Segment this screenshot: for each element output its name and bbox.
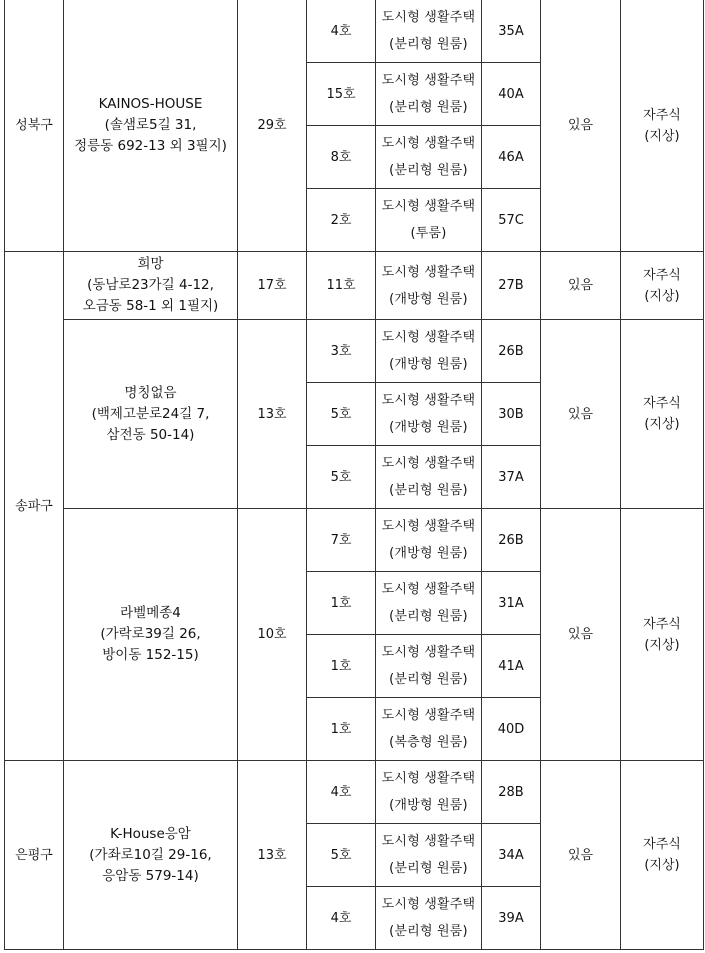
unit-count-cell: 4호 (307, 0, 376, 63)
housing-type-cell (376, 320, 482, 383)
complex-name: 희망 (137, 256, 164, 272)
complex-address-lot: 방이동 152-15) (102, 647, 199, 663)
housing-type-sub: (분리형 원룸) (389, 100, 468, 115)
housing-type-sub: (분리형 원룸) (389, 861, 468, 876)
unit-count-cell: 4호 (307, 887, 376, 950)
housing-type-sub: (개방형 원룸) (389, 291, 468, 307)
area-type-cell: 26B (482, 320, 541, 383)
housing-type-sub: (분리형 원룸) (389, 924, 468, 939)
table-row (5, 761, 704, 824)
complex-name-cell (64, 761, 238, 950)
unit-count-cell: 4호 (307, 761, 376, 824)
parking-method-cell (621, 0, 704, 252)
parking-method: 자주식 (643, 396, 681, 411)
area-type-cell: 31A (482, 572, 541, 635)
unit-count-cell: 2호 (307, 189, 376, 252)
housing-type-sub: (개방형 원룸) (389, 798, 468, 813)
unit-count-cell: 1호 (307, 572, 376, 635)
complex-address-road: (솔샘로5길 31, (104, 117, 197, 133)
complex-address-road: (동남로23가길 4-12, (87, 277, 214, 293)
housing-type-cell (376, 887, 482, 950)
area-type-cell: 41A (482, 635, 541, 698)
complex-name: KAINOS-HOUSE (98, 96, 203, 112)
complex-address-lot: 응암동 579-14) (102, 867, 199, 884)
parking-cell: 있음 (541, 0, 621, 252)
housing-type-cell (376, 698, 482, 761)
district-cell: 성북구 (5, 0, 64, 252)
parking-cell: 있음 (541, 320, 621, 509)
area-type-cell: 35A (482, 0, 541, 63)
unit-count-cell: 3호 (307, 320, 376, 383)
parking-location: (지상) (644, 128, 680, 144)
complex-name-cell (64, 509, 238, 761)
total-units-cell: 10호 (238, 509, 307, 761)
total-units-cell: 17호 (238, 252, 307, 320)
housing-type-sub: (분리형 원룸) (389, 672, 468, 687)
housing-type-sub: (투룸) (410, 226, 447, 241)
area-type-cell: 46A (482, 126, 541, 189)
area-type-cell: 26B (482, 509, 541, 572)
housing-type-sub: (분리형 원룸) (389, 609, 468, 624)
housing-type-main: 도시형 생활주택 (381, 645, 476, 660)
unit-count-cell: 15호 (307, 63, 376, 126)
housing-type-cell (376, 0, 482, 63)
total-units-cell: 13호 (238, 320, 307, 509)
parking-location: (지상) (644, 858, 680, 873)
unit-count-cell: 1호 (307, 635, 376, 698)
area-type-cell: 30B (482, 383, 541, 446)
area-type-cell: 39A (482, 887, 541, 950)
area-type-cell: 34A (482, 824, 541, 887)
complex-address-lot: 삼전동 50-14) (106, 426, 195, 443)
complex-address-road: (가좌로10길 29-16, (89, 846, 212, 863)
parking-method-cell (621, 252, 704, 320)
parking-method: 자주식 (643, 616, 681, 632)
complex-address-lot: 정릉동 692-13 외 3필지) (74, 138, 227, 154)
housing-type-cell (376, 63, 482, 126)
table-row (5, 320, 704, 383)
complex-name: 명칭없음 (124, 384, 177, 401)
complex-address-road: (백제고분로24길 7, (91, 405, 210, 422)
complex-name-cell (64, 252, 238, 320)
area-type-cell: 57C (482, 189, 541, 252)
complex-address-road: (가락로39길 26, (100, 626, 201, 642)
parking-location: (지상) (644, 417, 680, 432)
parking-cell: 있음 (541, 761, 621, 950)
housing-type-cell (376, 572, 482, 635)
parking-location: (지상) (644, 288, 680, 304)
housing-type-sub: (분리형 원룸) (389, 37, 468, 52)
housing-type-main: 도시형 생활주택 (381, 456, 476, 471)
housing-type-sub: (분리형 원룸) (389, 163, 468, 178)
unit-count-cell: 5호 (307, 824, 376, 887)
housing-type-main: 도시형 생활주택 (381, 199, 476, 214)
parking-method: 자주식 (643, 267, 681, 283)
parking-method-cell (621, 509, 704, 761)
housing-type-main: 도시형 생활주택 (381, 264, 476, 280)
parking-location: (지상) (644, 637, 680, 653)
housing-type-cell (376, 824, 482, 887)
unit-count-cell: 1호 (307, 698, 376, 761)
parking-method-cell (621, 320, 704, 509)
table-row (5, 509, 704, 572)
area-type-cell: 40A (482, 63, 541, 126)
housing-type-sub: (개방형 원룸) (389, 546, 468, 561)
table-body (5, 0, 704, 950)
area-type-cell: 37A (482, 446, 541, 509)
housing-type-cell (376, 509, 482, 572)
table-row (5, 252, 704, 320)
parking-method-cell (621, 761, 704, 950)
housing-table (4, 0, 704, 950)
housing-type-cell (376, 761, 482, 824)
housing-type-main: 도시형 생활주택 (381, 10, 476, 25)
parking-method: 자주식 (643, 107, 681, 123)
total-units-cell: 13호 (238, 761, 307, 950)
complex-address-lot: 오금동 58-1 외 1필지) (82, 298, 219, 314)
housing-type-sub: (복층형 원룸) (389, 735, 468, 750)
housing-type-main: 도시형 생활주택 (381, 519, 476, 534)
housing-type-main: 도시형 생활주택 (381, 393, 476, 408)
complex-name-cell (64, 0, 238, 252)
housing-type-main: 도시형 생활주택 (381, 330, 476, 345)
table-row (5, 0, 704, 63)
area-type-cell: 28B (482, 761, 541, 824)
housing-type-cell (376, 126, 482, 189)
housing-type-sub: (분리형 원룸) (389, 483, 468, 498)
housing-type-sub: (개방형 원룸) (389, 420, 468, 435)
complex-name: 라벨메종4 (120, 605, 181, 621)
housing-type-cell (376, 252, 482, 320)
unit-count-cell: 5호 (307, 446, 376, 509)
total-units-cell: 29호 (238, 0, 307, 252)
complex-name: K-House응암 (110, 825, 191, 842)
district-cell: 은평구 (5, 761, 64, 950)
housing-type-cell (376, 189, 482, 252)
housing-type-cell (376, 635, 482, 698)
area-type-cell: 27B (482, 252, 541, 320)
housing-type-main: 도시형 생활주택 (381, 771, 476, 786)
district-cell: 송파구 (5, 252, 64, 761)
housing-type-cell (376, 446, 482, 509)
housing-type-cell (376, 383, 482, 446)
housing-type-main: 도시형 생활주택 (381, 582, 476, 597)
housing-type-main: 도시형 생활주택 (381, 136, 476, 151)
unit-count-cell: 11호 (307, 252, 376, 320)
parking-cell: 있음 (541, 252, 621, 320)
housing-type-main: 도시형 생활주택 (381, 897, 476, 912)
complex-name-cell (64, 320, 238, 509)
parking-cell: 있음 (541, 509, 621, 761)
unit-count-cell: 5호 (307, 383, 376, 446)
housing-type-sub: (개방형 원룸) (389, 357, 468, 372)
unit-count-cell: 7호 (307, 509, 376, 572)
area-type-cell: 40D (482, 698, 541, 761)
housing-type-main: 도시형 생활주택 (381, 73, 476, 88)
unit-count-cell: 8호 (307, 126, 376, 189)
housing-type-main: 도시형 생활주택 (381, 708, 476, 723)
housing-type-main: 도시형 생활주택 (381, 834, 476, 849)
parking-method: 자주식 (643, 837, 681, 852)
